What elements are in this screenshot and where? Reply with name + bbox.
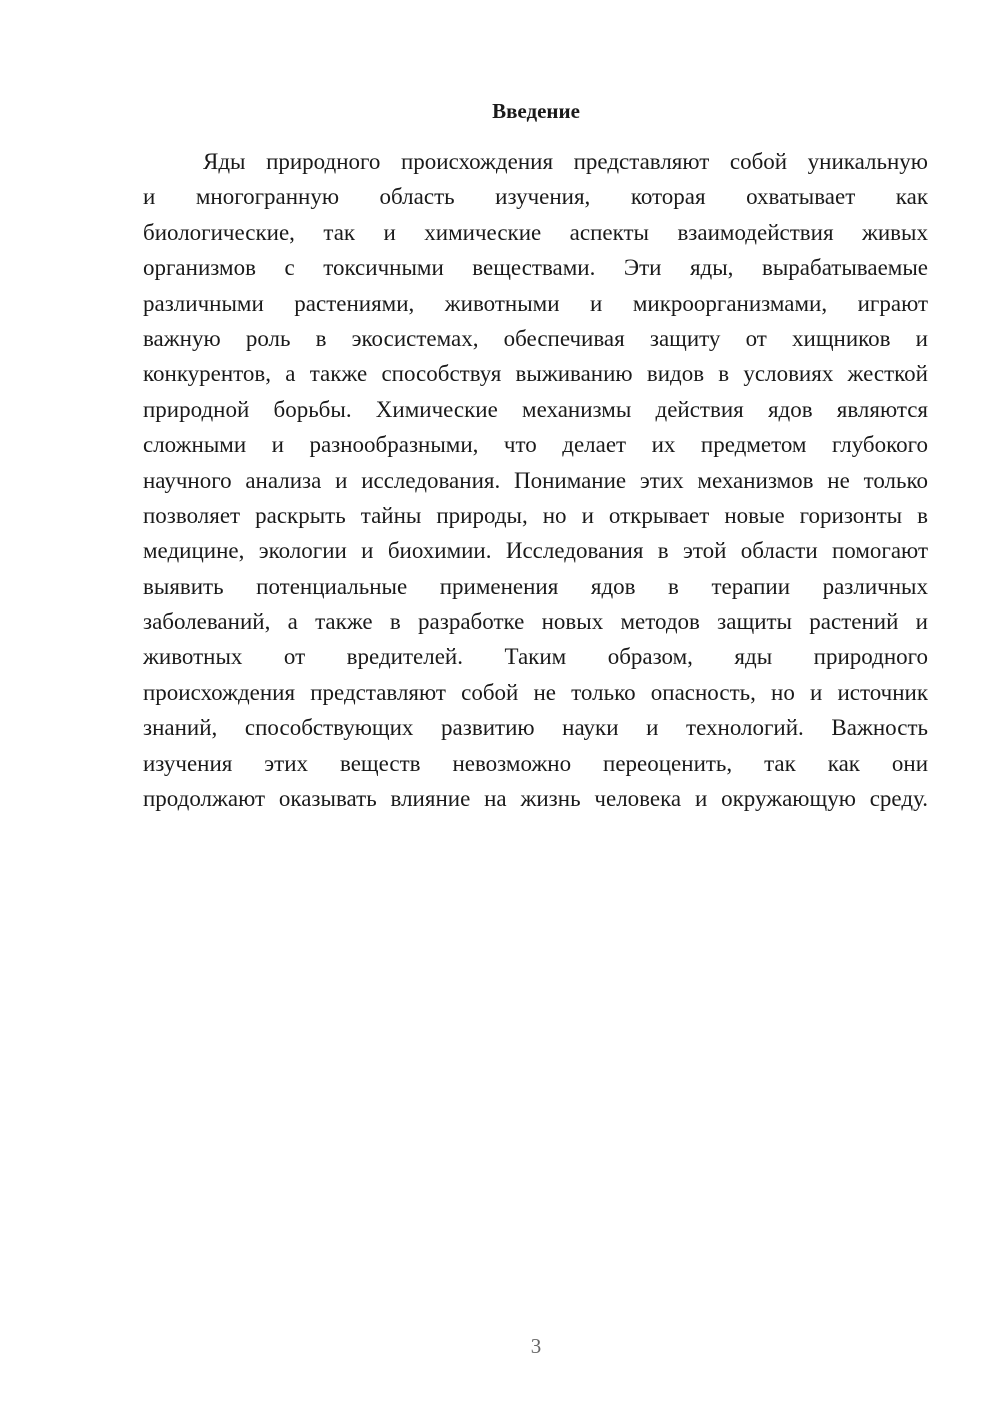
paragraph-line: происхождения представляют собой не только опасность, но и источник — [143, 679, 928, 705]
paragraph-line: позволяет раскрыть тайны природы, но и открывает новые горизонты в — [143, 502, 928, 528]
paragraph-line: важную роль в экосистемах, обеспечивая защиту от хищников и — [143, 325, 928, 351]
paragraph-line: животных от вредителей. Таким образом, яды природного — [143, 644, 928, 670]
paragraph-line: заболеваний, а также в разработке новых методов защиты растений и — [143, 609, 928, 635]
paragraph-line: и многогранную область изучения, которая охватывает как — [143, 184, 928, 210]
paragraph-line: научного анализа и исследования. Понимание этих механизмов не только — [143, 467, 928, 493]
paragraph-line: выявить потенциальные применения ядов в терапии различных — [143, 573, 928, 599]
paragraph-line: знаний, способствующих развитию науки и технологий. Важность — [143, 715, 928, 741]
paragraph-line: организмов с токсичными веществами. Эти яды, вырабатываемые — [143, 255, 928, 281]
page-number: 3 — [530, 1334, 542, 1358]
paragraph-line: Яды природного происхождения представляют собой уникальную — [203, 149, 928, 174]
paragraph-line: сложными и разнообразными, что делает их предметом глубокого — [143, 432, 928, 458]
body-paragraph — [143, 144, 928, 816]
paragraph-line: конкурентов, а также способствуя выживанию видов в условиях жесткой — [143, 361, 928, 387]
paragraph-line: различными растениями, животными и микроорганизмами, играют — [143, 290, 928, 316]
paragraph-line: медицине, экологии и биохимии. Исследования в этой области помогают — [143, 538, 928, 564]
paragraph-line: биологические, так и химические аспекты взаимодействия живых — [143, 219, 928, 245]
paragraph-line: продолжают оказывать влияние на жизнь человека и окружающую среду. — [143, 786, 928, 812]
paragraph-line: природной борьбы. Химические механизмы действия ядов являются — [143, 396, 928, 422]
section-heading: Введение — [492, 99, 580, 123]
paragraph-line: изучения этих веществ невозможно переоценить, так как они — [143, 750, 928, 776]
